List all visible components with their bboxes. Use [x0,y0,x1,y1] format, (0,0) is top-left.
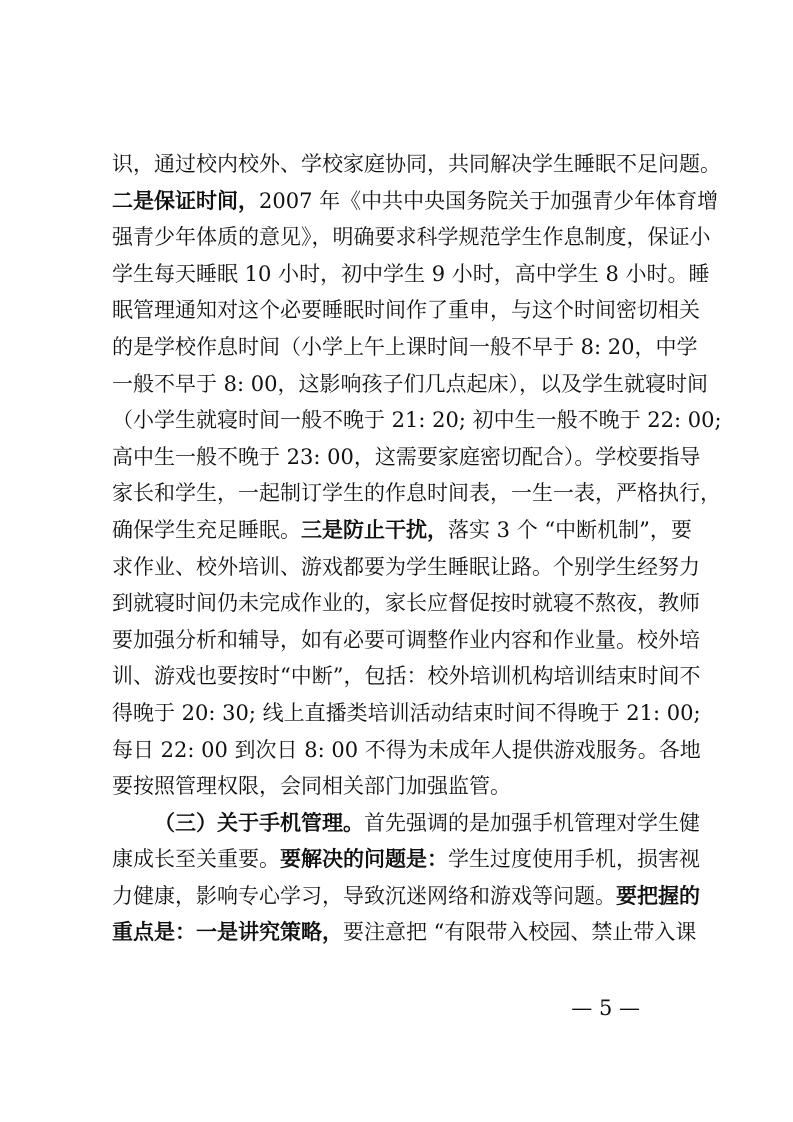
text-line [112,366,709,403]
body-text [112,146,722,951]
text-line [112,329,698,366]
text-line [112,549,700,586]
text-run: 识，通过校内校外、学校家庭协同，共同解决学生睡眠不足问题。 [112,152,721,176]
text-line [112,732,701,769]
text-run: 家长和学生，一起制订学生的作息时间表，一生一表，严格执行， [112,481,721,506]
bold-text-run: （三）关于手机管理。 [154,810,364,835]
text-run: （小学生就寝时间一般不晚于 21: 20; 初中生一般不晚于 22: 00; [112,408,722,433]
text-line [112,475,721,512]
text-run: 求作业、校外培训、游戏都要为学生睡眠让路。个别学生经努力 [112,554,700,579]
text-line [112,658,701,695]
text-run: 首先强调的是加强手机管理对学生健 [364,810,700,835]
text-line [112,402,722,439]
text-line [112,292,700,329]
text-line [112,768,690,805]
text-run: 的是学校作息时间（小学上午上课时间一般不早于 8: 20，中学 [112,334,698,359]
text-line [112,256,710,293]
bold-text-run: 二是保证时间， [112,188,259,213]
text-run: 康成长至关重要。 [112,847,280,872]
text-run: 训、游戏也要按时“中断”，包括：校外培训机构培训结束时间不 [112,664,701,689]
text-run: 要按照管理权限，会同相关部门加强监管。 [112,774,511,799]
text-line [112,439,701,476]
text-line [112,183,719,220]
text-line [112,146,721,183]
bold-text-run: 要把握的 [616,883,700,908]
bold-text-run: 重点是：一是讲究策略， [112,920,343,945]
text-line [112,219,711,256]
text-run: 到就寝时间仍未完成作业的，家长应督促按时就寝不熬夜，教师 [112,591,700,616]
text-run: 一般不早于 8: 00，这影响孩子们几点起床），以及学生就寝时间 [112,371,709,396]
text-run: 要注意把 “有限带入校园、禁止带入课 [343,920,697,945]
text-run: 眠管理通知对这个必要睡眠时间作了重申，与这个时间密切相关 [112,298,700,323]
text-run: 每日 22: 00 到次日 8: 00 不得为未成年人提供游戏服务。各地 [112,737,701,762]
page-number: — 5 — [571,996,640,1020]
text-run: 要加强分析和辅导，如有必要可调整作业内容和作业量。校外培 [112,627,700,652]
text-run: 强青少年体质的意见》，明确要求科学规范学生作息制度，保证小 [112,225,711,250]
text-line [112,914,697,951]
text-line [112,878,700,915]
text-line [112,805,700,842]
text-run: 高中生一般不晚于 23: 00，这需要家庭密切配合）。学校要指导 [112,444,701,469]
text-line [112,841,700,878]
text-run: 落实 3 个 “中断机制”，要 [448,517,692,542]
text-run: 学生过度使用手机，损害视 [448,847,700,872]
text-run: 2007 年《中共中央国务院关于加强青少年体育增 [259,188,719,213]
text-run: 确保学生充足睡眠。 [112,517,301,542]
bold-text-run: 要解决的问题是： [280,847,448,872]
text-line [112,512,690,549]
text-run: 得晚于 20: 30; 线上直播类培训活动结束时间不得晚于 21: 00; [112,700,701,725]
text-line [112,585,700,622]
bold-text-run: 三是防止干扰， [301,517,448,542]
text-run: 学生每天睡眠 10 小时，初中学生 9 小时，高中学生 8 小时。睡 [112,261,710,286]
text-run: 力健康，影响专心学习，导致沉迷网络和游戏等问题。 [112,883,616,908]
text-line [112,695,701,732]
text-line [112,622,700,659]
